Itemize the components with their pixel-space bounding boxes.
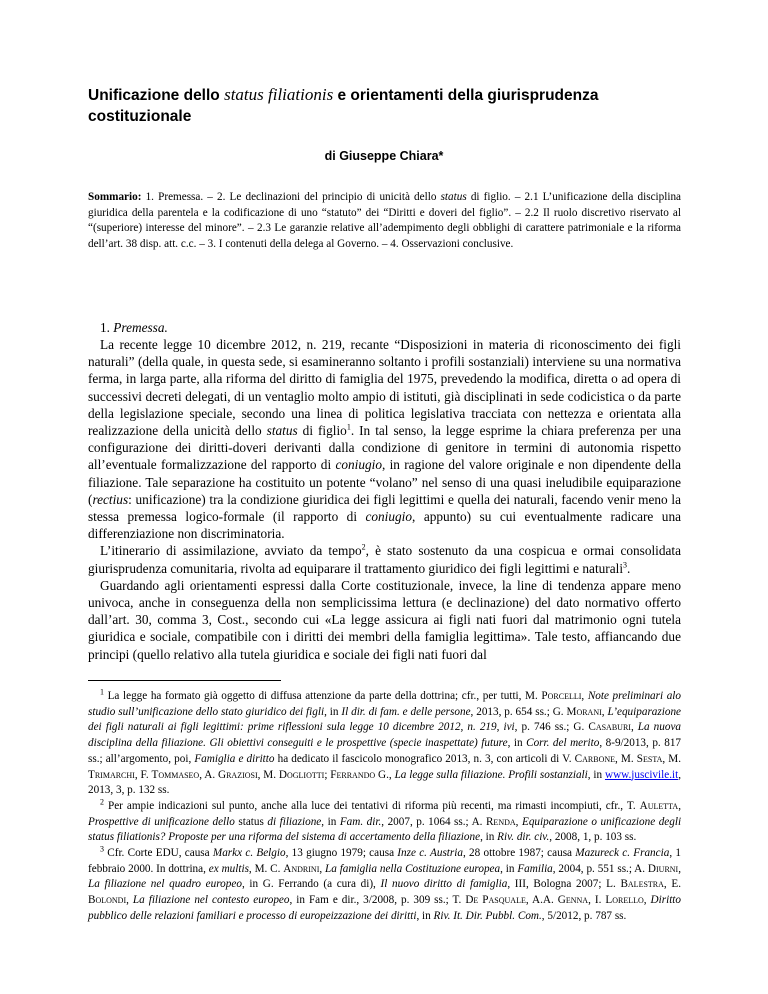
fn-italic: Riv. dir. civ. xyxy=(497,831,550,844)
text-run: . xyxy=(627,560,631,576)
fn-text: , xyxy=(678,799,681,812)
title-italic-text: status filiationis xyxy=(224,85,334,104)
fn-text: , 2013, 3, p. 132 ss. xyxy=(88,768,682,797)
fn-italic: Corr. del merito xyxy=(526,737,600,750)
fn-text: , xyxy=(643,894,651,907)
fn-text: , xyxy=(581,690,588,702)
fn-italic: Famiglia e diritto xyxy=(194,752,275,765)
fn-italic: La filiazione nel contesto europeo xyxy=(132,894,290,907)
fn-text: , M. C. xyxy=(248,862,284,875)
section-number: 1. xyxy=(100,320,114,335)
paragraph xyxy=(88,542,681,576)
fn-text: , 5/2012, p. 787 ss. xyxy=(541,909,627,922)
italic-run: coniugio xyxy=(365,509,413,525)
fn-text: , in xyxy=(507,737,527,750)
footnote-number: 3 xyxy=(100,844,104,854)
fn-italic: Inze c. Austria xyxy=(397,847,463,860)
fn-author: Graziosi xyxy=(218,768,258,781)
fn-text: , in xyxy=(416,909,434,922)
text-run: , è stato sostenuto da una cospicua e ormai consolidata giurisprudenza comunitaria, rivolta ad equiparare il trattamento giuridico dei figli legittimi e naturali xyxy=(88,543,681,576)
fn-text: , 2004, p. 551 ss.; A. xyxy=(552,862,648,875)
text-run: , in ragione del valore originale e non dipendente della filiazione. Tale separazione ha costituito un potente “volano” nel senso di una quasi ineludibile equiparazione ( xyxy=(88,457,681,507)
fn-author: Andrini xyxy=(283,862,320,875)
fn-author: Carbone xyxy=(574,752,616,765)
fn-author: Balestra xyxy=(620,878,664,891)
fn-text: , A.A. xyxy=(525,894,558,907)
fn-author: Dogliotti xyxy=(278,768,325,781)
footnote-number: 2 xyxy=(100,797,104,807)
fn-italic: Prospettive di unificazione dello xyxy=(88,815,235,828)
fn-text: , 2013, p. 654 ss.; G. xyxy=(470,705,567,718)
fn-italic: Markx c. Belgio xyxy=(212,847,286,860)
fn-text: , M. xyxy=(615,752,637,765)
fn-text: , xyxy=(678,862,682,875)
fn-author: Trimarchi xyxy=(88,768,135,781)
fn-italic: di filiazione xyxy=(267,815,322,828)
fn-text: , 2007, p. 1064 ss.; A. xyxy=(381,815,486,828)
footnote-number: 1 xyxy=(100,687,104,697)
fn-italic: Fam. dir. xyxy=(339,815,382,828)
text-run: di figlio xyxy=(297,423,347,439)
fn-italic: Note preliminari alo studio sull’unificazione dello stato giuridico dei figli xyxy=(88,690,681,718)
fn-text: , xyxy=(319,862,326,875)
fn-text: , in xyxy=(500,862,518,875)
title-text: Unificazione dello xyxy=(88,87,225,104)
fn-italic: La legge sulla filiazione. Profili sostanziali xyxy=(394,768,588,781)
text-run: La recente legge 10 dicembre 2012, n. 219, recante “Disposizioni in materia di riconoscimento dei figli naturali” (della quale, in questa sede, si esamineranno soltanto i profili sostanziali) interviene su una normativa ferma, in larga parte, alla riforma del diritto di famiglia del 1975, prevedendo la modifica, diretta o ad opera di successivi decreti delegati, di un ventaglio molto ampio di istituti, già disciplinati in sede codicistica o da parte della legislazione speciale, secondo una linea di politica legislativa tracciata con nettezza e orientata alla realizzazione della unicità dello xyxy=(88,337,681,439)
author-line: di Giuseppe Chiara* xyxy=(324,149,444,163)
footnote-1 xyxy=(88,689,681,799)
text-run: , appunto) su cui eventualmente radicare una differenziazione non discriminatoria. xyxy=(88,509,681,542)
text-run: . In tal senso, la legge esprime la chiara preferenza per una configurazione dei diritti-doveri derivanti dalla condizione di genitore in termini di autonomia rispetto all’eventuale formalizzazione del rapporto di xyxy=(88,423,681,473)
fn-author: Ferrando xyxy=(330,768,376,781)
fn-text: Cfr. Corte EDU, causa xyxy=(104,847,213,860)
fn-text: , in xyxy=(321,815,340,828)
summary-text-end: di figlio. – 2.1 L’unificazione della disciplina giuridica della parentela e la codificazione di uno “statuto” dei “Diritti e doveri del figlio”. – 2.2 Il ruolo discretivo riservato al “(superiore) interesse del minore”. – 2.3 Le garanzie relative all’adempimento degli obblighi di carattere patrimoniale e la riforma dell’art. 38 disp. att. c.c. – 3. I contenuti della delega al Governo. – 4. Osservazioni conclusive. xyxy=(88,191,682,250)
fn-text: ; xyxy=(324,768,331,781)
fn-author: Diurni xyxy=(647,862,679,875)
text-run: : unificazione) tra la condizione giuridica dei figli legittimi e quella dei naturali, facendo venir meno la stessa premessa logico-formale (il rapporto di xyxy=(88,491,681,525)
fn-text: , III, Bologna 2007; L. xyxy=(507,878,621,891)
fn-text: , xyxy=(515,815,522,828)
footnote-3 xyxy=(88,846,681,925)
italic-run: status xyxy=(266,423,298,439)
fn-italic: Il dir. di fam. e delle persone xyxy=(341,705,471,718)
italic-run: coniugio xyxy=(335,457,382,473)
fn-text: G., xyxy=(375,768,395,781)
fn-text: ha dedicato il fascicolo monografico 2013, n. 3, con articoli di V. xyxy=(274,752,575,765)
footnote-separator xyxy=(88,680,281,681)
fn-text: , in xyxy=(587,768,605,781)
juscivile-link[interactable]: www.juscivile.it xyxy=(604,768,679,781)
fn-italic: Familia xyxy=(517,862,553,875)
fn-author: Bolondi xyxy=(88,894,127,907)
summary-text: 1. Premessa. – 2. Le declinazioni del principio di unicità dello xyxy=(141,191,441,203)
fn-text: status xyxy=(234,815,268,828)
title-text-end: e orientamenti della giurisprudenza costituzionale xyxy=(88,87,599,125)
text-run: L’itinerario di assimilazione, avviato da tempo xyxy=(100,543,362,559)
fn-text: , M. xyxy=(257,768,279,781)
fn-text: , xyxy=(630,721,638,734)
section-title: Premessa. xyxy=(113,320,168,335)
fn-italic: Il nuovo diritto di famiglia xyxy=(380,878,508,891)
fn-text: , xyxy=(601,705,608,718)
fn-italic: ex multis xyxy=(208,862,249,875)
fn-italic: Equiparazione o unificazione degli status filiationis? Proposte per una riforma del sistema di accertamento della filiazione xyxy=(88,815,682,844)
paragraph: Guardando agli orientamenti espressi dalla Corte costituzionale, invece, la line di tendenza appare meno univoca, anche in conseguenza della non semplicissima lettura (e declinazione) del dato normativo offerto dall’art. 30, comma 3, Cost., secondo cui «La legge assicura ai figli nati fuori dal matrimonio ogni tutela giuridica e sociale, compatibile con i diritti dei membri della famiglia legittima». Tale testo, affiancando due principi (quello relativo alla tutela giuridica e sociale dei figli nati fuori dal xyxy=(88,577,681,662)
italic-run: rectius xyxy=(92,491,129,507)
fn-text: , 1 febbraio 2000. In dottrina, xyxy=(88,847,681,875)
summary-label: Sommario: xyxy=(88,191,142,203)
body-text xyxy=(88,336,681,663)
footnote-ref[interactable]: 3 xyxy=(623,560,628,570)
fn-author: Casaburi xyxy=(588,721,631,734)
fn-text: , xyxy=(496,721,504,734)
fn-text: , in G. Ferrando (a cura di), xyxy=(241,878,381,891)
fn-text: , in xyxy=(480,831,498,844)
fn-text: , E. xyxy=(663,878,681,891)
fn-italic: Riv. It. Dir. Pubbl. Com. xyxy=(433,909,542,922)
fn-text: , 8-9/2013, p. 817 ss.; all’argomento, poi, xyxy=(88,737,682,765)
fn-italic: La famiglia nella Costituzione europea xyxy=(325,862,501,875)
section-heading xyxy=(100,320,168,336)
fn-author: Renda xyxy=(485,815,516,828)
footnote-ref[interactable]: 2 xyxy=(361,543,366,553)
fn-author: Porcelli xyxy=(541,690,582,702)
fn-author: Morani xyxy=(566,705,602,718)
fn-text: , M. xyxy=(662,752,681,765)
footnote-2 xyxy=(88,799,681,846)
fn-author: Auletta xyxy=(639,799,679,812)
summary-italic: status xyxy=(440,191,467,203)
fn-author: De Pasquale xyxy=(465,894,526,907)
fn-italic: La filiazione nel quadro europeo xyxy=(88,878,242,891)
fn-text: , xyxy=(126,894,133,907)
fn-text: , I. xyxy=(588,894,606,907)
fn-text: , p. 746 ss.; G. xyxy=(514,721,589,734)
fn-text: , F. xyxy=(134,768,152,781)
fn-text: La legge ha formato già oggetto di diffusa attenzione da parte della dottrina; cfr., per tutti, M. xyxy=(104,690,542,702)
fn-italic: La nuova disciplina della filiazione. Gli obiettivi conseguiti e le prospettive (specie inaspettate) future xyxy=(88,721,681,750)
fn-italic: Mazureck c. Francia xyxy=(575,847,670,860)
fn-author: Tommaseo xyxy=(151,768,200,781)
fn-author: Genna xyxy=(557,894,589,907)
fn-text: , A. xyxy=(199,768,218,781)
fn-text: , in xyxy=(324,705,342,718)
summary xyxy=(88,190,681,252)
fn-text: , 2008, 1, p. 103 ss. xyxy=(549,831,637,844)
footnote-ref[interactable]: 1 xyxy=(346,422,351,432)
fn-italic: Diritto pubblico delle relazioni familiari e processo di europeizzazione dei diritti xyxy=(88,894,682,922)
fn-text: , 28 ottobre 1987; causa xyxy=(462,847,576,860)
fn-author: Sesta xyxy=(636,752,663,765)
footnotes xyxy=(88,689,681,925)
fn-italic: L’equiparazione dei figli naturali ai figli legittimi: prime riflessioni sula legge 10 dicembre 2012, n. 219 xyxy=(88,705,682,734)
fn-text: , in Fam e dir., 3/2008, p. 309 ss.; T. xyxy=(289,894,466,907)
fn-author: Lorello xyxy=(605,894,644,907)
fn-text: Per ampie indicazioni sul punto, anche alla luce dei tentativi di riforma più recenti, ma rimasti incompiuti, cfr., T. xyxy=(104,799,640,812)
paragraph xyxy=(88,336,681,542)
fn-text: , 13 giugno 1979; causa xyxy=(285,847,398,860)
article-title xyxy=(88,84,688,127)
fn-italic: ivi xyxy=(503,721,515,734)
